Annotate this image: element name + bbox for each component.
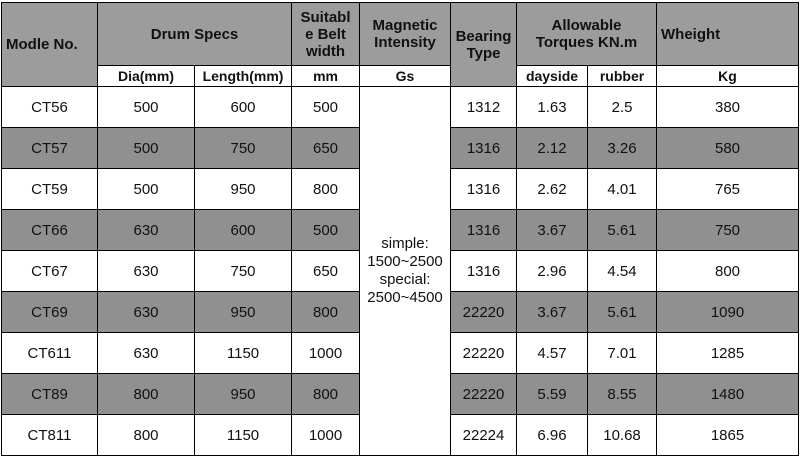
cell-bearing: 22220 xyxy=(451,333,517,374)
cell-rubber: 8.55 xyxy=(588,374,657,415)
cell-dayside: 3.67 xyxy=(517,210,588,251)
cell-dia: 630 xyxy=(98,251,195,292)
cell-dayside: 4.57 xyxy=(517,333,588,374)
cell-rubber: 10.68 xyxy=(588,415,657,456)
cell-belt-width: 1000 xyxy=(292,333,360,374)
cell-model: CT56 xyxy=(2,87,98,128)
header-drum-specs: Drum Specs xyxy=(98,3,292,66)
cell-model: CT611 xyxy=(2,333,98,374)
cell-weight: 380 xyxy=(657,87,799,128)
cell-bearing: 22220 xyxy=(451,374,517,415)
cell-dia: 800 xyxy=(98,374,195,415)
subheader-belt-unit: mm xyxy=(292,66,360,87)
cell-bearing: 1312 xyxy=(451,87,517,128)
cell-rubber: 5.61 xyxy=(588,210,657,251)
cell-belt-width: 500 xyxy=(292,210,360,251)
cell-dia: 630 xyxy=(98,292,195,333)
cell-length: 750 xyxy=(195,251,292,292)
cell-bearing: 22224 xyxy=(451,415,517,456)
cell-dia: 630 xyxy=(98,210,195,251)
header-row xyxy=(2,3,799,66)
header-magnetic-intensity: Magnetic Intensity xyxy=(360,3,451,66)
cell-magnetic-intensity: simple: 1500~2500 special: 2500~4500 xyxy=(360,87,451,456)
header-weight: Wheight xyxy=(657,3,799,66)
cell-length: 1150 xyxy=(195,333,292,374)
subheader-weight-unit: Kg xyxy=(657,66,799,87)
cell-rubber: 4.01 xyxy=(588,169,657,210)
cell-weight: 800 xyxy=(657,251,799,292)
cell-model: CT66 xyxy=(2,210,98,251)
cell-belt-width: 800 xyxy=(292,169,360,210)
cell-model: CT67 xyxy=(2,251,98,292)
cell-weight: 750 xyxy=(657,210,799,251)
cell-rubber: 4.54 xyxy=(588,251,657,292)
subheader-rubber: rubber xyxy=(588,66,657,87)
cell-weight: 580 xyxy=(657,128,799,169)
cell-belt-width: 1000 xyxy=(292,415,360,456)
subheader-dia: Dia(mm) xyxy=(98,66,195,87)
cell-dia: 500 xyxy=(98,169,195,210)
cell-bearing: 22220 xyxy=(451,292,517,333)
cell-rubber: 5.61 xyxy=(588,292,657,333)
cell-model: CT69 xyxy=(2,292,98,333)
header-allowable-torques: Allowable Torques KN.m xyxy=(517,3,657,66)
spec-table xyxy=(1,2,799,456)
cell-bearing: 1316 xyxy=(451,128,517,169)
cell-length: 750 xyxy=(195,128,292,169)
cell-weight: 1480 xyxy=(657,374,799,415)
subheader-length: Length(mm) xyxy=(195,66,292,87)
cell-length: 950 xyxy=(195,169,292,210)
cell-bearing: 1316 xyxy=(451,251,517,292)
cell-length: 600 xyxy=(195,87,292,128)
cell-dia: 500 xyxy=(98,128,195,169)
header-model: Modle No. xyxy=(2,3,98,87)
cell-dayside: 5.59 xyxy=(517,374,588,415)
cell-length: 1150 xyxy=(195,415,292,456)
cell-bearing: 1316 xyxy=(451,169,517,210)
cell-length: 950 xyxy=(195,292,292,333)
cell-rubber: 3.26 xyxy=(588,128,657,169)
cell-dia: 800 xyxy=(98,415,195,456)
cell-belt-width: 800 xyxy=(292,292,360,333)
cell-dia: 630 xyxy=(98,333,195,374)
subheader-dayside: dayside xyxy=(517,66,588,87)
cell-weight: 1285 xyxy=(657,333,799,374)
cell-dayside: 3.67 xyxy=(517,292,588,333)
cell-belt-width: 800 xyxy=(292,374,360,415)
cell-dayside: 2.96 xyxy=(517,251,588,292)
cell-weight: 1090 xyxy=(657,292,799,333)
cell-model: CT59 xyxy=(2,169,98,210)
cell-model: CT57 xyxy=(2,128,98,169)
cell-dayside: 1.63 xyxy=(517,87,588,128)
cell-belt-width: 650 xyxy=(292,251,360,292)
cell-belt-width: 500 xyxy=(292,87,360,128)
cell-bearing: 1316 xyxy=(451,210,517,251)
header-belt-width: Suitabl e Belt width xyxy=(292,3,360,66)
cell-dayside: 2.62 xyxy=(517,169,588,210)
cell-rubber: 2.5 xyxy=(588,87,657,128)
cell-model: CT811 xyxy=(2,415,98,456)
header-bearing-type: Bearing Type xyxy=(451,3,517,87)
cell-model: CT89 xyxy=(2,374,98,415)
cell-length: 600 xyxy=(195,210,292,251)
cell-belt-width: 650 xyxy=(292,128,360,169)
cell-dia: 500 xyxy=(98,87,195,128)
cell-weight: 1865 xyxy=(657,415,799,456)
cell-length: 950 xyxy=(195,374,292,415)
subheader-row xyxy=(2,66,799,87)
cell-dayside: 6.96 xyxy=(517,415,588,456)
table-row xyxy=(2,87,799,128)
cell-dayside: 2.12 xyxy=(517,128,588,169)
subheader-magnetic-unit: Gs xyxy=(360,66,451,87)
cell-weight: 765 xyxy=(657,169,799,210)
cell-rubber: 7.01 xyxy=(588,333,657,374)
